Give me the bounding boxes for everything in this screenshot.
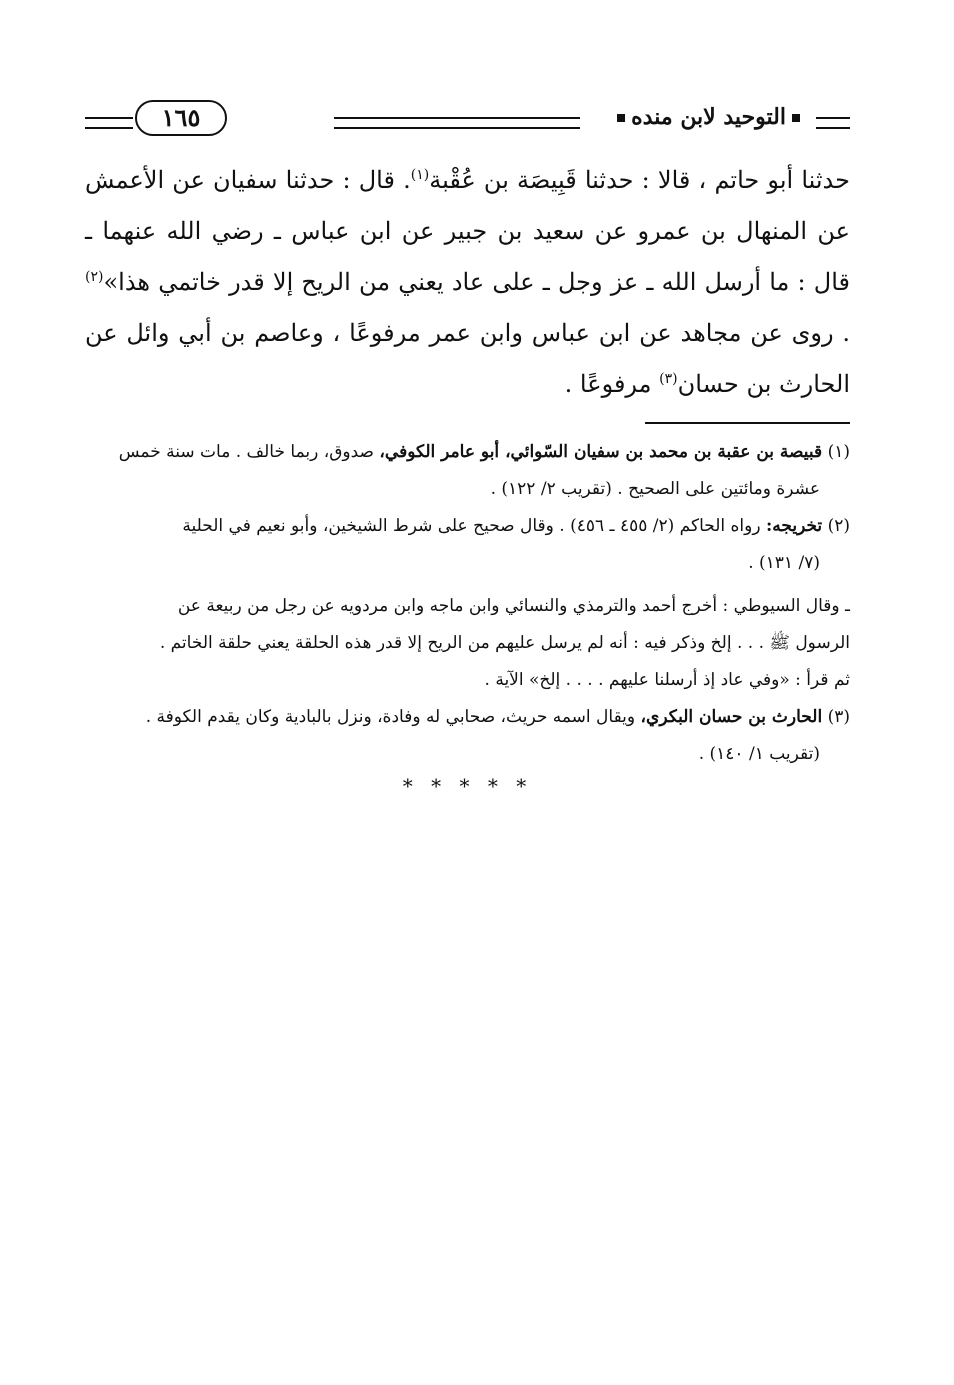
text-run: . روى عن مجاهد عن ابن عباس وابن عمر مرفوعًا ، وعاصم بن أبي وائل عن الحارث بن حسان (85, 319, 850, 398)
footnote-3 (85, 699, 850, 773)
text-run: . قال : حدثنا سفيان عن الأعمش عن المنهال بن عمرو عن سعيد بن جبير عن ابن عباس ـ رضي الله عنهما ـ قال : ما أرسل الله ـ عز وجل ـ على عاد يعني من الريح إلا قدر خاتمي هذا» (85, 166, 850, 296)
footnote-line: ـ وقال السيوطي : أخرج أحمد والترمذي والنسائي وابن ماجه وابن مردويه عن رجل من ربيعة عن (177, 596, 850, 616)
footnote-ref-2: (٢) (85, 269, 104, 285)
footnote-number: (٣) (827, 707, 850, 727)
footnote-ref-3: (٣) (659, 371, 678, 387)
footnote-2-extra (85, 588, 850, 699)
footnote-number: (٢) (827, 516, 850, 536)
page-header (85, 100, 850, 144)
footnote-divider (645, 422, 850, 424)
header-rule-right (816, 117, 850, 129)
running-title-text: التوحيد لابن منده (631, 104, 786, 130)
footnote-continuation: (٧/ ١٣١) . (748, 553, 820, 573)
main-text (85, 155, 850, 410)
footnote-number: (١) (827, 442, 850, 462)
footnote-line: ثم قرأ : «وفي عاد إذ أرسلنا عليهم . . . . إلخ» الآية . (484, 670, 850, 690)
footnote-ref-1: (١) (410, 167, 430, 183)
running-title (611, 104, 806, 130)
footnote-text: ويقال اسمه حريث، صحابي له وفادة، ونزل بالبادية وكان يقدم الكوفة . (145, 707, 641, 727)
footnote-2 (85, 508, 850, 582)
square-bullet-icon (617, 114, 625, 122)
text-run: حدثنا أبو حاتم ، قالا : حدثنا قَبِيصَة بن عُقْبة (429, 166, 850, 194)
page-number: ١٦٥ (135, 100, 227, 136)
footnote-text: صدوق، ربما خالف . مات سنة خمس (118, 442, 380, 462)
footnote-bold-label: تخريجه: (765, 516, 823, 536)
footnotes (85, 434, 850, 773)
header-rule-middle (334, 117, 580, 129)
footnote-line: الرسول ﷺ . . . إلخ وذكر فيه : أنه لم يرسل عليهم من الريح إلا قدر هذه الحلقة يعني حلقة الخاتم . (159, 633, 850, 653)
end-ornament: * * * * * (402, 774, 533, 798)
text-run: مرفوعًا . (564, 370, 660, 398)
footnote-1 (85, 434, 850, 508)
main-paragraph (85, 155, 850, 410)
footnote-text: رواه الحاكم (٢/ ٤٥٥ ـ ٤٥٦) . وقال صحيح على شرط الشيخين، وأبو نعيم في الحلية (182, 516, 766, 536)
footnote-bold-name: قبيصة بن عقبة بن محمد بن سفيان السّوائي، أبو عامر الكوفي، (379, 442, 823, 462)
square-bullet-icon (792, 114, 800, 122)
footnote-bold-name: الحارث بن حسان البكري، (640, 707, 823, 727)
header-rule-left (85, 117, 133, 129)
footnote-continuation: عشرة ومائتين على الصحيح . (تقريب ٢/ ١٢٢) . (490, 479, 820, 499)
footnote-continuation: (تقريب ١/ ١٤٠) . (698, 744, 820, 764)
page (85, 0, 850, 1385)
